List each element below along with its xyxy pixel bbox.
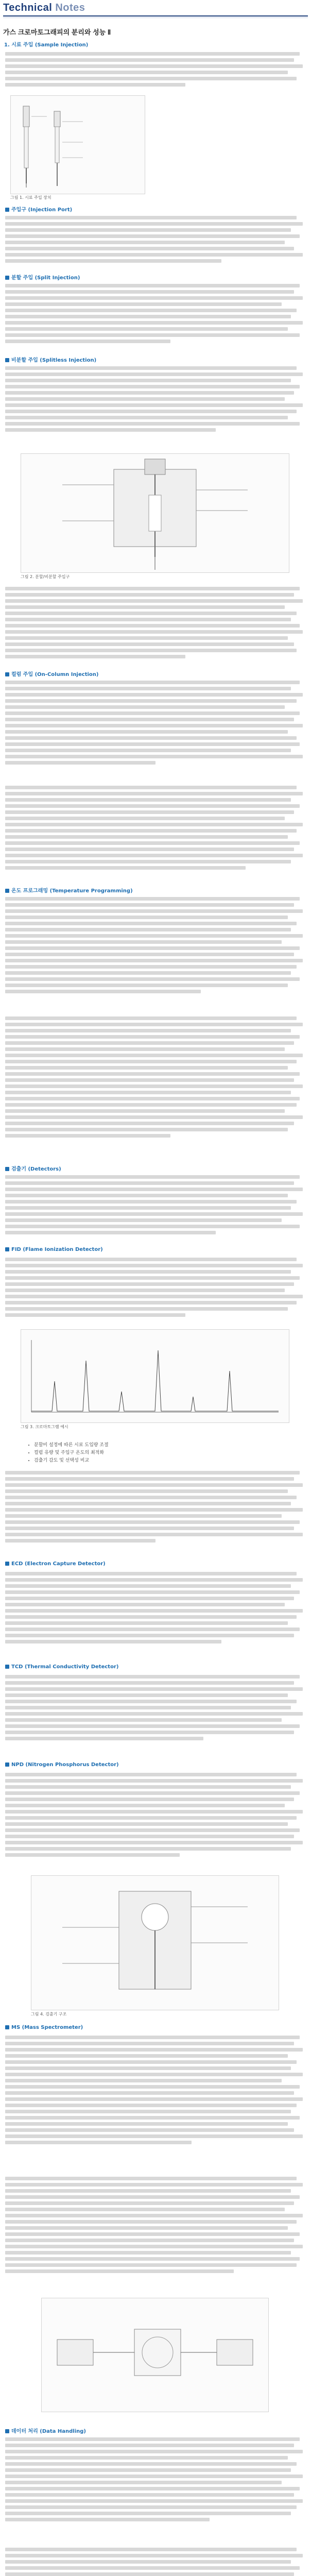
paragraph-13: [5, 1672, 306, 1743]
figure-2-caption: 그림 2. 분할/비분할 주입구: [21, 574, 70, 579]
bullet-square-icon: [5, 672, 9, 676]
paragraph-15: [5, 2033, 306, 2147]
section-ms: MS (Mass Spectrometer): [5, 2025, 83, 2030]
bullet-list: [7, 1442, 311, 1465]
paragraph-5: [5, 678, 306, 767]
bullet-square-icon: [5, 2429, 9, 2433]
injector-diagram: [21, 454, 289, 572]
bullet-square-icon: [5, 1762, 9, 1767]
paragraph-7: [5, 894, 306, 996]
figure-3-caption: 그림 3. 크로마토그램 예시: [21, 1425, 68, 1429]
section-split: 분할 주입 (Split Injection): [5, 273, 80, 281]
figure-syringe: [10, 95, 145, 194]
header-divider: [3, 15, 308, 16]
bullet-square-icon: [5, 1562, 9, 1566]
bullet-square-icon: [5, 1167, 9, 1171]
section-data: 데이터 처리 (Data Handling): [5, 2427, 86, 2434]
paragraph-12: [5, 1569, 306, 1646]
paragraph-17: [5, 2435, 306, 2524]
figure-injector: [21, 453, 289, 573]
brand-sub: Notes: [55, 2, 85, 13]
figure-4-caption: 그림 4. 검출기 구조: [31, 2012, 67, 2016]
bullet-square-icon: [5, 889, 9, 893]
list-item: • 검출기 감도 및 선택성 비교: [34, 1458, 311, 1464]
paragraph-3: [5, 364, 306, 434]
paragraph-16: [5, 2174, 306, 2276]
figure-detector: [31, 1875, 279, 2010]
bullet-square-icon: [5, 358, 9, 362]
paragraph-2: [5, 281, 306, 346]
paragraph-10: [5, 1255, 306, 1319]
chromatogram-plot: [21, 1330, 289, 1422]
section-ecd: ECD (Electron Capture Detector): [5, 1561, 106, 1567]
bullet-square-icon: [5, 1665, 9, 1669]
brand-main: Technical: [3, 2, 53, 13]
page-title: 가스 크로마토그래피의 분리와 성능 Ⅱ: [3, 28, 111, 36]
section-detectors: 검출기 (Detectors): [5, 1164, 61, 1172]
bullet-square-icon: [5, 2025, 9, 2029]
brand-title: [3, 2, 85, 14]
paragraph-11: [5, 1468, 306, 1545]
section-temperature: 온도 프로그래밍 (Temperature Programming): [5, 886, 133, 894]
bullet-square-icon: [5, 1247, 9, 1251]
section-fid: FID (Flame Ionization Detector): [5, 1247, 103, 1252]
detector-diagram: [31, 1876, 279, 2010]
list-item: • 컬럼 유량 및 주입구 온도의 최적화: [34, 1450, 311, 1456]
bullet-square-icon: [5, 276, 9, 280]
figure-1-caption: 그림 1. 시료 주입 장치: [10, 195, 51, 200]
figure-chromatogram: [21, 1329, 289, 1423]
figure-system: [41, 2298, 269, 2412]
paragraph-18: [5, 2545, 306, 2576]
paragraph-14: [5, 1770, 306, 1859]
section-on-column: 컬럼 주입 (On-Column Injection): [5, 670, 98, 677]
section-npd: NPD (Nitrogen Phosphorus Detector): [5, 1762, 119, 1768]
page-header: [0, 0, 311, 25]
paragraph-8: [5, 1014, 306, 1140]
bullet-square-icon: [5, 208, 9, 212]
section-injection-port: 주입구 (Injection Port): [5, 205, 72, 213]
paragraph-1: [5, 213, 306, 265]
paragraph-4: [5, 584, 306, 661]
section-splitless: 비분할 주입 (Splitless Injection): [5, 355, 96, 363]
system-schematic: [42, 2298, 268, 2412]
paragraph-9: [5, 1173, 306, 1237]
intro-paragraph: [5, 49, 306, 89]
section-tcd: TCD (Thermal Conductivity Detector): [5, 1664, 118, 1670]
paragraph-6: [5, 783, 306, 872]
list-item: • 분할비 설정에 따른 시료 도입량 조절: [34, 1442, 311, 1449]
syringe-diagram: [11, 96, 145, 194]
page-subtitle: 1. 시료 주입 (Sample Injection): [4, 42, 89, 48]
